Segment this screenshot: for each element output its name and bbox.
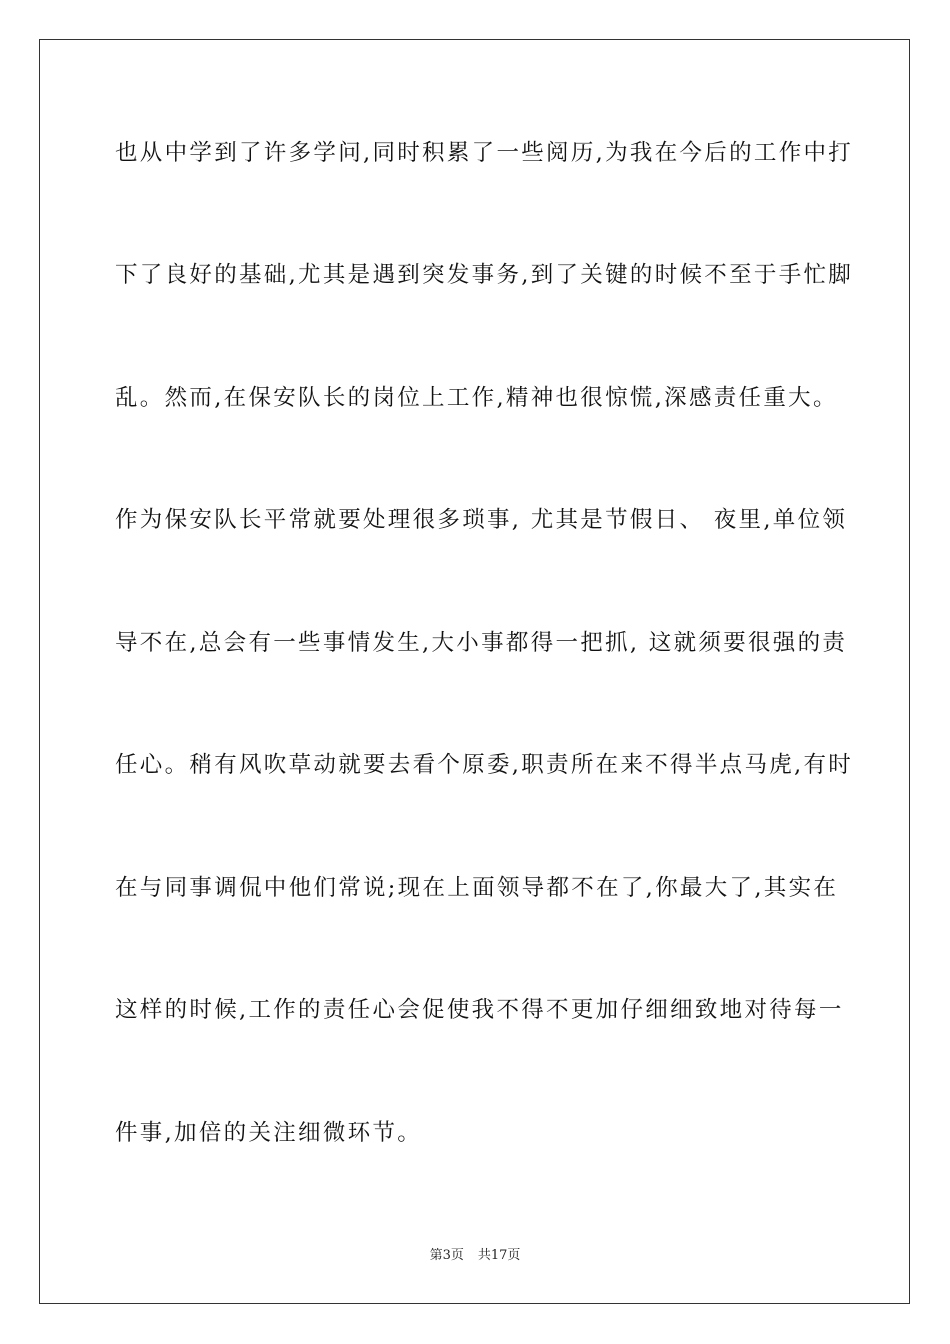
text-line: 在与同事调侃中他们常说;现在上面领导都不在了,你最大了,其实在 — [115, 875, 839, 901]
text-line: 任心。稍有风吹草动就要去看个原委,职责所在来不得半点马虎,有时 — [115, 752, 854, 778]
total-pages: 共17页 — [477, 1248, 521, 1263]
text-line: 作为保安队长平常就要处理很多琐事, 尤其是节假日、 夜里,单位领 — [115, 507, 848, 533]
text-line: 下了良好的基础,尤其是遇到突发事务,到了关键的时候不至于手忙脚 — [115, 262, 854, 288]
text-line: 导不在,总会有一些事情发生,大小事都得一把抓, 这就须要很强的责 — [115, 630, 848, 656]
text-line: 也从中学到了许多学问,同时积累了一些阅历,为我在今后的工作中打 — [115, 140, 854, 166]
page-number: 第3页 — [429, 1248, 464, 1263]
text-line-last: 件事,加倍的关注细微环节。 — [115, 1120, 423, 1146]
text-line: 乱。然而,在保安队长的岗位上工作,精神也很惊慌,深感责任重大。 — [115, 385, 838, 411]
page-footer — [0, 1247, 950, 1265]
text-line: 这样的时候,工作的责任心会促使我不得不更加仔细细致地对待每一 — [115, 997, 844, 1023]
